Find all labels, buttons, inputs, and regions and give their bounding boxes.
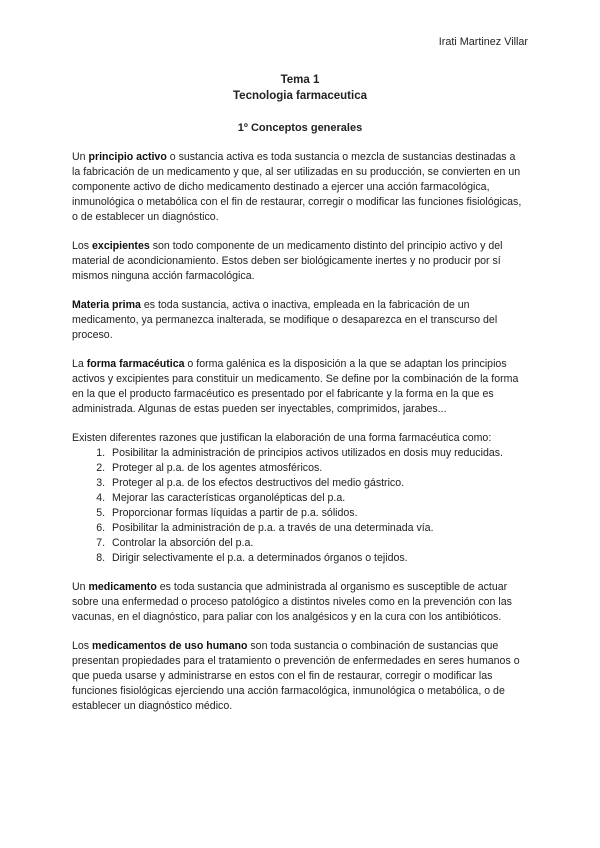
term-materia-prima: Materia prima: [72, 299, 141, 311]
document-title: [0, 72, 600, 104]
list-item: 3. Proteger al p.a. de los efectos destructivos del medio gástrico.: [108, 476, 524, 491]
term-forma-farmaceutica: forma farmacéutica: [86, 358, 185, 370]
razones-list: [72, 446, 524, 566]
list-item: 8. Dirigir selectivamente el p.a. a determinados órganos o tejidos.: [108, 551, 524, 566]
term-principio-activo: principio activo: [88, 151, 167, 163]
term-medicamento: medicamento: [88, 581, 157, 593]
list-item: 2. Proteger al p.a. de los agentes atmosféricos.: [108, 461, 524, 476]
paragraph-forma-farmaceutica: La forma farmacéutica o forma galénica es la disposición a la que se adaptan los principios activos y excipientes para constituir un medicamento. Se define por la combinación de la forma en la que el producto farmacéutico es presentado por el fabricante y la forma en la que es administrada. Algunas de estas pueden ser inyectables, comprimidos, jarabes...: [72, 358, 519, 415]
title-line-1: Tema 1: [280, 74, 320, 86]
paragraph-razones-intro: Existen diferentes razones que justifican la elaboración de una forma farmacéutica como:: [72, 432, 492, 444]
list-item: 1. Posibilitar la administración de principios activos utilizados en dosis muy reducidas.: [108, 446, 524, 461]
term-uso-humano: medicamentos de uso humano: [92, 640, 248, 652]
paragraph-excipientes: Los excipientes son todo componente de un medicamento distinto del principio activo y del material de acondicionamiento. Estos deben ser biológicamente inertes y no producir por sí mismos ninguna acción farmacológica.: [72, 240, 503, 282]
term-excipientes: excipientes: [92, 240, 150, 252]
paragraph-principio-activo: Un principio activo o sustancia activa es toda sustancia o mezcla de sustancias destinadas a la fabricación de un medicamento y que, al ser utilizadas en su producción, se convierten en un componente activo de dicho medicamento destinado a ejercer una acción farmacológica, inmunológica o metabólica con el fin de restaurar, corregir o modificar las funciones fisiológicas, o de establecer un diagnóstico.: [72, 151, 522, 223]
section-title: 1º Conceptos generales: [237, 122, 363, 134]
list-item: 5. Proporcionar formas líquidas a partir de p.a. sólidos.: [108, 506, 524, 521]
paragraph-uso-humano: Los medicamentos de uso humano son toda sustancia o combinación de sustancias que presentan propiedades para el tratamiento o prevención de enfermedades en seres humanos o que pueda usarse y administrarse en estos con el fin de restaurar, corregir o modificar las funciones fisiológicas ejerciendo una acción farmacológica, inmunológica o metabólica, o de establecer un diagnóstico médico.: [72, 640, 520, 712]
title-line-2: Tecnologia farmaceutica: [233, 90, 367, 102]
list-item: 7. Controlar la absorción del p.a.: [108, 536, 524, 551]
list-item: 4. Mejorar las características organolépticas del p.a.: [108, 491, 524, 506]
paragraph-materia-prima: Materia prima es toda sustancia, activa o inactiva, empleada en la fabricación de un medicamento, ya permanezca inalterada, se modifique o desaparezca en el transcurso del proceso.: [72, 299, 498, 341]
paragraph-medicamento: Un medicamento es toda sustancia que administrada al organismo es susceptible de actuar sobre una enfermedad o proceso patológico a distintos niveles como en la prevención con las vacunas, en el diagnóstico, para paliar con los analgésicos y en la cura con los antibióticos.: [72, 581, 512, 623]
document-body: [72, 150, 524, 728]
author-name: Irati Martinez Villar: [438, 36, 528, 48]
list-item: 6. Posibilitar la administración de p.a. a través de una determinada vía.: [108, 521, 524, 536]
